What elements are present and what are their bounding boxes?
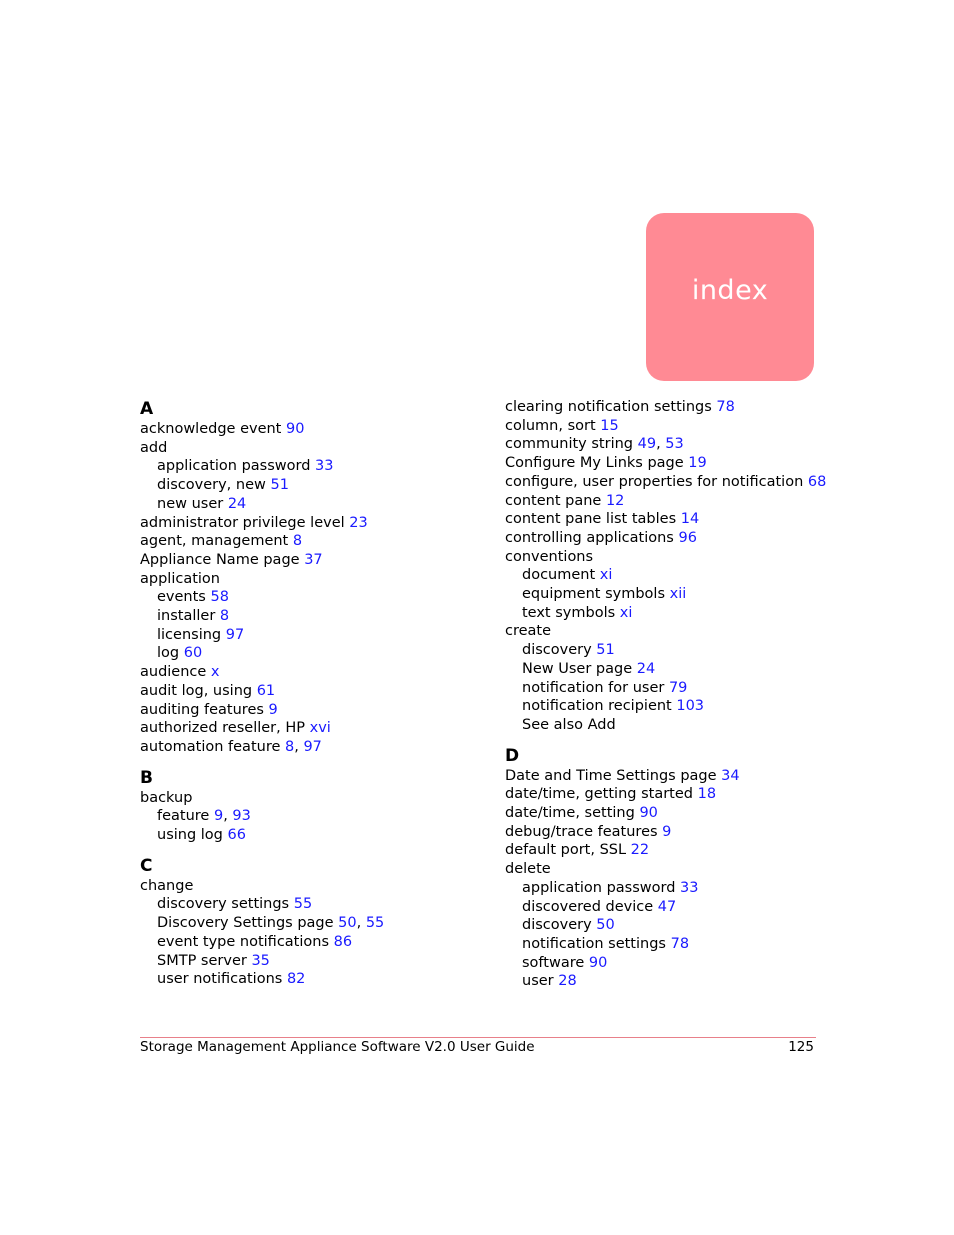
page-link[interactable]: 60 [183, 645, 203, 662]
index-subentry [505, 954, 835, 973]
page-link[interactable]: 55 [293, 896, 313, 913]
entry-text: equipment symbols [522, 586, 670, 603]
entry-text: feature [157, 808, 214, 825]
entry-text: controlling applications [505, 529, 679, 546]
page-link[interactable]: 90 [285, 421, 305, 437]
page-link[interactable]: 47 [657, 898, 677, 915]
index-column-left [140, 398, 470, 999]
entry-text: discovery settings [157, 896, 294, 913]
index-subentry [505, 566, 835, 585]
page-link[interactable]: 9 [662, 823, 672, 840]
entry-text: licensing [157, 626, 226, 643]
entry-text: Discovery Settings page [157, 915, 339, 932]
page-link[interactable]: 35 [251, 952, 270, 969]
index-subentry [140, 626, 470, 645]
entry-text: SMTP server [157, 952, 252, 969]
index-subentry [140, 895, 470, 914]
index-entry [505, 841, 835, 860]
tab-title: index [691, 275, 769, 306]
index-section [505, 398, 835, 735]
entry-text: New User page [522, 660, 637, 677]
page-link[interactable]: 9 [268, 701, 278, 718]
index-entry [505, 492, 835, 511]
entry-text: audit log, using [140, 682, 257, 699]
entry-text: date/time, setting [505, 805, 640, 822]
index-entry [140, 789, 470, 808]
entry-text: acknowledge event [140, 421, 286, 437]
page-link[interactable]: 8 [219, 608, 230, 625]
page-link[interactable]: 19 [688, 455, 707, 472]
entry-text: column, sort [505, 417, 601, 434]
index-subentry [505, 916, 835, 935]
index-section [140, 855, 470, 989]
entry-text: Appliance Name page [140, 551, 305, 568]
page-link[interactable]: 55 [365, 915, 385, 932]
page-link[interactable]: 51 [270, 477, 289, 494]
entry-text: log [157, 645, 184, 662]
entry-text: create [505, 623, 552, 640]
page-link[interactable]: 23 [349, 514, 368, 531]
index-subentry [505, 879, 835, 898]
entry-text: discovery [522, 642, 597, 659]
index-entry [140, 663, 470, 682]
page-link[interactable]: 96 [678, 529, 697, 546]
entry-text: delete [505, 861, 551, 878]
index-entry [140, 719, 470, 738]
page-link[interactable]: 33 [315, 458, 334, 475]
index-entry [505, 622, 835, 641]
index-entry [140, 514, 470, 533]
index-entry [505, 398, 835, 417]
page-link[interactable]: 79 [668, 679, 688, 696]
entry-text: text symbols [522, 604, 620, 621]
page-link[interactable]: 51 [596, 642, 615, 659]
index-entry [140, 532, 470, 551]
page-link[interactable]: 58 [210, 589, 229, 606]
page-link[interactable]: 61 [256, 682, 276, 699]
entry-text: clearing notification settings [505, 399, 717, 415]
index-entry [505, 510, 835, 529]
footer-rule [140, 1037, 816, 1038]
page-link[interactable]: 8 [285, 738, 295, 755]
index-subentry [140, 952, 470, 971]
entry-text: See also Add [522, 716, 616, 733]
index-entry [140, 570, 470, 589]
entry-text: date/time, getting started [505, 786, 698, 803]
entry-text: automation feature [140, 738, 285, 755]
page-link[interactable]: 14 [680, 511, 700, 528]
page-link[interactable]: 8 [292, 533, 303, 550]
entry-text: auditing features [140, 701, 269, 718]
entry-text: content pane list tables [505, 511, 681, 528]
entry-text: community string [505, 436, 638, 453]
entry-text: content pane [505, 492, 606, 509]
entry-text: conventions [505, 548, 594, 565]
entry-text: Date and Time Settings page [505, 767, 722, 784]
page-link[interactable]: 78 [670, 935, 690, 952]
index-subentry [505, 898, 835, 917]
index-subentry [505, 604, 835, 623]
page-link[interactable]: 28 [558, 973, 577, 990]
section-letter: A [140, 399, 154, 419]
section-letter: D [505, 745, 520, 766]
index-subentry [505, 716, 835, 735]
page-link[interactable]: 22 [630, 842, 650, 859]
entry-text: default port, SSL [505, 842, 631, 859]
index-entry [505, 473, 835, 492]
entry-text: add [140, 439, 168, 456]
entry-text: discovery, new [157, 477, 271, 494]
footer-page-number: 125 [788, 1039, 814, 1055]
page-link[interactable]: 33 [680, 879, 699, 896]
index-entry [505, 529, 835, 548]
index-entry [140, 420, 470, 439]
footer-title: Storage Management Appliance Software V2.0 User Guide [140, 1039, 535, 1055]
section-letter: C [140, 855, 153, 876]
index-subentry: Discovery Settings page 50, 55 [157, 915, 385, 932]
entry-text: software [522, 954, 589, 971]
index-entry [505, 785, 835, 804]
page-link[interactable]: 49 [637, 436, 657, 453]
index-subentry [140, 970, 470, 989]
index-column-right [505, 398, 835, 1001]
index-subentry [140, 826, 470, 845]
entry-text: application password [157, 458, 316, 475]
index-entry [505, 767, 835, 786]
index-subentry [505, 641, 835, 660]
page-link[interactable]: 9 [213, 808, 224, 825]
index-subentry [505, 660, 835, 679]
index-entry [505, 548, 835, 567]
page-link[interactable]: 15 [600, 417, 619, 434]
index-entry [505, 417, 835, 436]
index-subentry [140, 588, 470, 607]
index-subentry [140, 644, 470, 663]
page-link[interactable]: 103 [676, 698, 705, 715]
entry-text: document [522, 567, 600, 584]
page-link[interactable]: 66 [227, 827, 246, 844]
index-entry [505, 454, 835, 473]
entry-text: user [522, 973, 559, 990]
index-entry [140, 877, 470, 896]
entry-text: agent, management [140, 533, 293, 550]
entry-text: notification settings [522, 935, 671, 952]
index-entry [505, 823, 835, 842]
page-link[interactable]: 90 [639, 805, 658, 822]
entry-text: audience [140, 664, 211, 681]
entry-text: configure, user properties for notification [505, 473, 808, 490]
page-link[interactable]: 97 [225, 626, 245, 643]
entry-text: notification recipient [522, 698, 677, 715]
index-subentry [505, 585, 835, 604]
entry-text: user notifications [157, 971, 287, 988]
page-link[interactable]: 18 [697, 786, 717, 803]
index-section [505, 745, 835, 991]
entry-text: new user [157, 495, 228, 512]
page-link[interactable]: 86 [333, 933, 353, 950]
page-link[interactable]: xii [669, 586, 687, 603]
index-entry: community string 49, 53 [505, 436, 684, 453]
page-link[interactable]: 24 [227, 495, 247, 512]
index-section [140, 767, 470, 845]
index-entry: automation feature 8, 97 [140, 738, 322, 755]
section-letter: B [140, 767, 153, 788]
entry-text: discovered device [522, 898, 658, 915]
page-link[interactable]: 82 [286, 971, 306, 988]
index-subentry [505, 935, 835, 954]
entry-text: application password [522, 879, 681, 896]
index-section [140, 398, 470, 757]
entry-text: discovery [522, 917, 597, 934]
index-entry [505, 804, 835, 823]
index-subentry [140, 607, 470, 626]
entry-text: Configure My Links page [505, 455, 689, 472]
index-subentry [505, 972, 835, 991]
entry-text: change [140, 877, 194, 894]
entry-text: administrator privilege level [140, 514, 350, 531]
page-link[interactable]: 37 [304, 551, 323, 568]
page-link[interactable]: 50 [338, 915, 357, 932]
page-link[interactable]: xi [599, 567, 613, 584]
entry-text: debug/trace features [505, 823, 663, 840]
index-entry [140, 682, 470, 701]
page-link[interactable]: 50 [596, 917, 615, 934]
entry-text: event type notifications [157, 933, 334, 950]
page-link[interactable]: 93 [232, 808, 251, 825]
page-link[interactable]: 90 [588, 954, 608, 971]
entry-text: installer [157, 608, 220, 625]
index-subentry [505, 679, 835, 698]
index-entry [140, 439, 470, 458]
page-link[interactable]: x [210, 664, 220, 681]
page-link[interactable]: xi [619, 604, 633, 621]
index-subentry [140, 457, 470, 476]
entry-text: using log [157, 827, 228, 844]
index-subentry: feature 9, 93 [157, 808, 251, 825]
page-link[interactable]: xvi [309, 720, 331, 737]
page-link[interactable]: 78 [716, 399, 735, 415]
page-link[interactable]: 68 [807, 473, 827, 490]
page-link[interactable]: 12 [605, 492, 625, 509]
entry-text: events [157, 589, 211, 606]
index-subentry [140, 933, 470, 952]
index-tab [646, 213, 814, 381]
entry-text: notification for user [522, 679, 669, 696]
entry-text: application [140, 570, 220, 587]
index-entry [140, 551, 470, 570]
index-entry [140, 701, 470, 720]
index-subentry [140, 476, 470, 495]
page-link[interactable]: 97 [303, 738, 322, 755]
index-subentry [140, 495, 470, 514]
page-link[interactable]: 53 [665, 436, 684, 453]
page-link[interactable]: 24 [636, 660, 656, 677]
entry-text: authorized reseller, HP [140, 720, 310, 737]
page-link[interactable]: 34 [721, 767, 740, 784]
index-subentry [505, 697, 835, 716]
entry-text: backup [140, 789, 193, 806]
index-entry [505, 860, 835, 879]
